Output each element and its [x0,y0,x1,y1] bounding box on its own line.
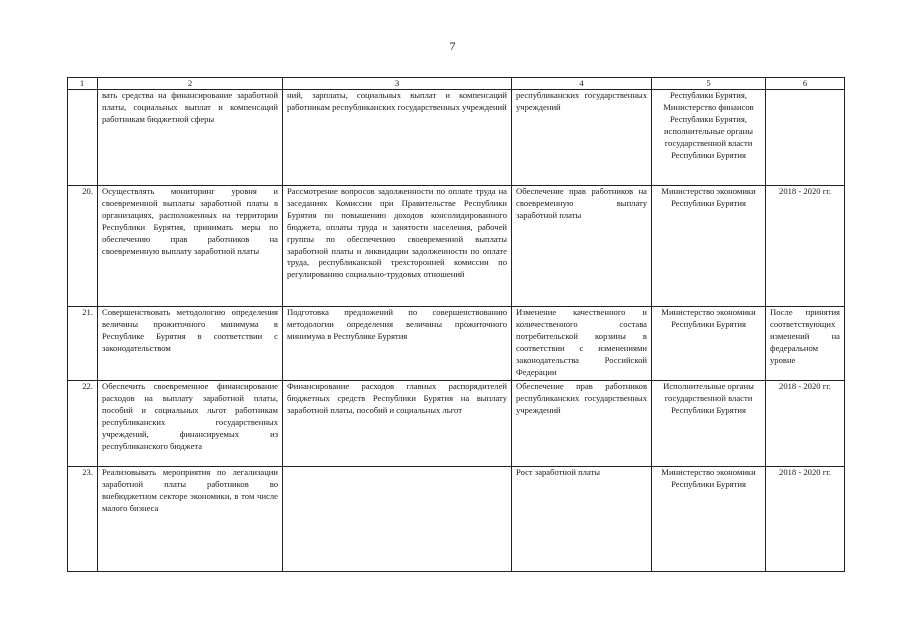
measure-cell: вать средства на финансирование заработной платы, социальных выплат и компенсаций работникам бюджетной сферы [98,90,283,186]
header-cell-5: 5 [652,78,766,90]
header-cell-2: 2 [98,78,283,90]
result-cell: Обеспечение прав работников на своевременную выплату заработной платы [512,186,652,307]
table-header-row [68,78,845,90]
measures-table [67,77,845,572]
result-cell: Изменение качественного и количественного состава потребительской корзины в соответствии с изменениями законодательства Российской Федерации [512,307,652,381]
header-cell-4: 4 [512,78,652,90]
measure-cell: Совершенствовать методологию определения величины прожиточного минимума в Республике Бурятия в соответствии с законодательством [98,307,283,381]
mechanism-cell [283,467,512,572]
page-number: 7 [449,39,456,53]
executor-cell: Исполнительные органы государственной власти Республики Бурятия [652,381,766,467]
row-number: 22. [68,381,98,467]
executor-cell: Республики Бурятия, Министерство финансов Республики Бурятия, исполнительные органы государственной власти Республики Бурятия [652,90,766,186]
executor-cell: Министерство экономики Республики Бурятия [652,186,766,307]
row-number: 20. [68,186,98,307]
table-row [68,186,845,307]
header-cell-3: 3 [283,78,512,90]
header-cell-1: 1 [68,78,98,90]
header-cell-6: 6 [766,78,845,90]
mechanism-cell: Подготовка предложений по совершенствованию методологии определения величины прожиточного минимума в Республике Бурятия [283,307,512,381]
term-cell: 2018 - 2020 гг. [766,467,845,572]
term-cell: 2018 - 2020 гг. [766,186,845,307]
term-cell: После принятия соответствующих изменений на федеральном уровне [766,307,845,381]
executor-cell: Министерство экономики Республики Бурятия [652,307,766,381]
mechanism-cell: Финансирование расходов главных распорядителей бюджетных средств Республики Бурятия на выплату заработной платы, пособий и социальных льгот [283,381,512,467]
term-cell: 2018 - 2020 гг. [766,381,845,467]
executor-cell: Министерство экономики Республики Бурятия [652,467,766,572]
table-row [68,381,845,467]
measure-cell: Обеспечить своевременное финансирование расходов на выплату заработной платы, пособий и социальных льгот работникам республиканских государственных учреждений, финансируемых из республиканского бюджета [98,381,283,467]
measure-cell: Реализовывать мероприятия по легализации заработной платы работников во внебюджетном секторе экономики, в том числе малого бизнеса [98,467,283,572]
term-cell [766,90,845,186]
table-row [68,90,845,186]
table-row [68,307,845,381]
row-number: 23. [68,467,98,572]
result-cell: республиканских государственных учреждений [512,90,652,186]
result-cell: Рост заработной платы [512,467,652,572]
table-row [68,467,845,572]
mechanism-cell: ний, зарплаты, социальных выплат и компенсаций работникам республиканских государственных учреждений [283,90,512,186]
measure-cell: Осуществлять мониторинг уровня и своевременной выплаты заработной платы в организациях, расположенных на территории Республики Бурятия, принимать меры по обеспечению прав работников на своевременную выплату заработной платы [98,186,283,307]
row-number: 21. [68,307,98,381]
row-number [68,90,98,186]
result-cell: Обеспечение прав работников республиканских государственных учреждений [512,381,652,467]
mechanism-cell: Рассмотрение вопросов задолженности по оплате труда на заседаниях Комиссии при Правительстве Республики Бурятия по повышению доходов консолидированного бюджета, оплаты труда и занятости населения, рабочей группы по обеспечению своевременной выплаты заработной платы и ликвидации задолженности по оплате труда, республиканской трехсторонней комиссии по регулированию социально-трудовых отношений [283,186,512,307]
